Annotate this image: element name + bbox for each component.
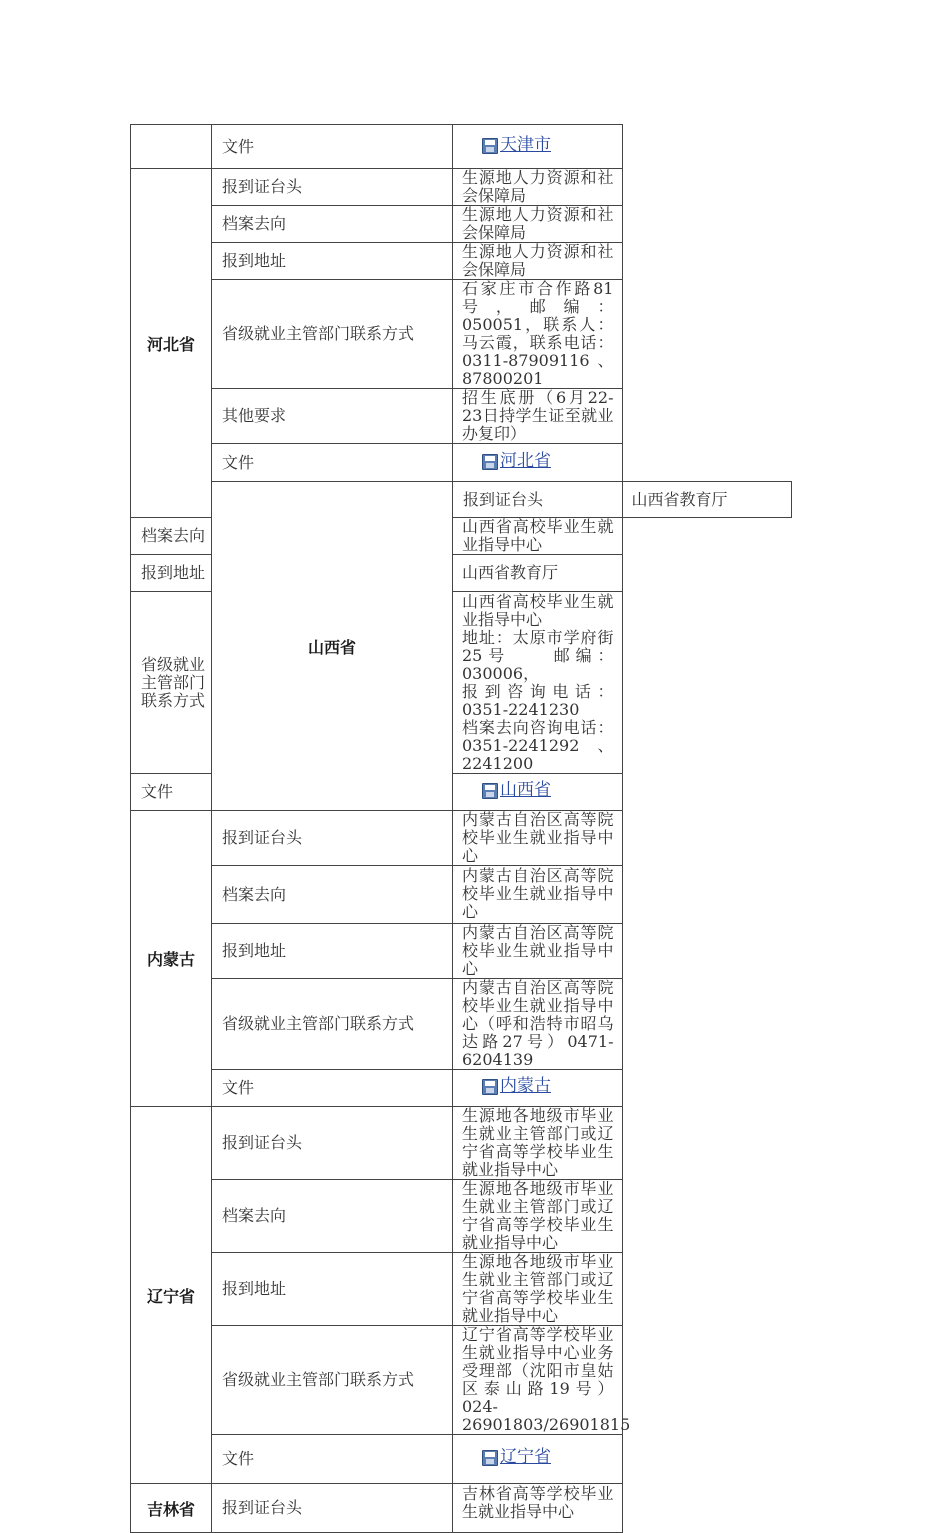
table-row (131, 243, 792, 280)
row-value: 内蒙古自治区高等院校毕业生就业指导中心 (453, 866, 623, 924)
table-row (131, 866, 792, 924)
table-row (131, 1435, 792, 1484)
row-value: 石家庄市合作路81号，邮编：050051，联系人：马云霞，联系电话：0311-87909116、87800201 (453, 280, 623, 389)
row-label: 档案去向 (131, 518, 212, 555)
table-row (131, 1070, 792, 1107)
row-value: 辽宁省高等学校毕业生就业指导中心业务受理部（沈阳市皇姑区泰山路19号）024-26901803/26901815 (453, 1326, 623, 1435)
province-name-liaoning: 辽宁省 (131, 1107, 212, 1484)
save-disk-icon (482, 1450, 498, 1466)
table-row (131, 1326, 792, 1435)
row-value: 生源地人力资源和社会保障局 (453, 169, 623, 206)
row-label: 省级就业主管部门联系方式 (212, 1326, 453, 1435)
table-row (131, 280, 792, 389)
contact-line: 档案去向咨询电话：0351-2241292、2241200 (462, 718, 614, 773)
row-value: 内蒙古自治区高等院校毕业生就业指导中心 (453, 811, 623, 866)
contact-line: 报到咨询电话：0351-2241230 (462, 682, 614, 719)
table-row (131, 1484, 792, 1533)
row-value: 生源地各地级市毕业生就业主管部门或辽宁省高等学校毕业生就业指导中心 (453, 1180, 623, 1253)
row-label: 文件 (212, 1070, 453, 1107)
province-name-hebei: 河北省 (131, 169, 212, 518)
row-value: 生源地人力资源和社会保障局 (453, 243, 623, 280)
table-row (131, 979, 792, 1070)
table-row (131, 1107, 792, 1180)
row-label: 档案去向 (212, 1180, 453, 1253)
row-label: 报到证台头 (212, 1484, 453, 1533)
row-value (453, 592, 623, 774)
save-disk-icon (482, 783, 498, 799)
row-value: 内蒙古自治区高等院校毕业生就业指导中心（呼和浩特市昭乌达路27号）0471-6204139 (453, 979, 623, 1070)
province-name-shanxi: 山西省 (212, 482, 453, 811)
table-row (131, 1180, 792, 1253)
employment-info-table (130, 124, 792, 1533)
table-row (131, 444, 792, 482)
file-link-neimenggu[interactable]: 内蒙古 (500, 1076, 551, 1096)
row-value: 生源地各地级市毕业生就业主管部门或辽宁省高等学校毕业生就业指导中心 (453, 1107, 623, 1180)
row-label: 其他要求 (212, 389, 453, 444)
file-cell (453, 1435, 623, 1484)
table-row (131, 125, 792, 169)
save-disk-icon (482, 138, 498, 154)
file-link[interactable] (482, 1448, 551, 1466)
province-name-jilin: 吉林省 (131, 1484, 212, 1533)
file-link-tianjin[interactable]: 天津市 (500, 134, 551, 155)
row-label: 文件 (212, 125, 453, 169)
row-label: 报到地址 (131, 555, 212, 592)
row-label: 档案去向 (212, 206, 453, 243)
table-row (131, 924, 792, 979)
row-label: 报到证台头 (453, 482, 623, 518)
file-cell (453, 444, 623, 482)
row-label: 报到地址 (212, 1253, 453, 1326)
row-label: 档案去向 (212, 866, 453, 924)
row-label: 报到证台头 (212, 811, 453, 866)
row-label: 文件 (131, 774, 212, 811)
file-link-liaoning[interactable]: 辽宁省 (500, 1447, 551, 1467)
file-link[interactable] (482, 452, 551, 470)
row-label: 报到证台头 (212, 1107, 453, 1180)
file-link-hebei[interactable]: 河北省 (500, 450, 551, 471)
table-row (131, 811, 792, 866)
row-label: 省级就业主管部门联系方式 (212, 979, 453, 1070)
row-label: 文件 (212, 1435, 453, 1484)
contact-line: 地址：太原市学府街25号 邮编：030006， (462, 628, 614, 683)
file-cell (453, 1070, 623, 1107)
row-value: 内蒙古自治区高等院校毕业生就业指导中心 (453, 924, 623, 979)
row-label: 报到地址 (212, 243, 453, 280)
province-cell (131, 125, 212, 169)
table-row (131, 389, 792, 444)
file-link-shanxi[interactable]: 山西省 (500, 780, 551, 800)
file-cell (453, 125, 623, 169)
row-value: 生源地各地级市毕业生就业主管部门或辽宁省高等学校毕业生就业指导中心 (453, 1253, 623, 1326)
row-label: 省级就业主管部门联系方式 (212, 280, 453, 389)
row-label: 文件 (212, 444, 453, 482)
table-row (131, 169, 792, 206)
row-label: 报到证台头 (212, 169, 453, 206)
table-row (131, 482, 792, 518)
save-disk-icon (482, 1079, 498, 1095)
row-value: 山西省教育厅 (453, 555, 623, 592)
row-label: 省级就业主管部门联系方式 (131, 592, 212, 774)
row-value: 吉林省高等学校毕业生就业指导中心 (453, 1484, 623, 1533)
province-name-neimenggu: 内蒙古 (131, 811, 212, 1107)
file-link[interactable] (482, 1077, 551, 1095)
row-value: 山西省教育厅 (622, 482, 792, 518)
row-value: 招生底册（6月22-23日持学生证至就业办复印） (453, 389, 623, 444)
file-link[interactable] (482, 781, 551, 799)
table-row (131, 1253, 792, 1326)
contact-line: 山西省高校毕业生就业指导中心 (462, 592, 614, 629)
file-link[interactable] (482, 136, 551, 154)
table-row (131, 206, 792, 243)
row-value: 生源地人力资源和社会保障局 (453, 206, 623, 243)
row-value: 山西省高校毕业生就业指导中心 (453, 518, 623, 555)
save-disk-icon (482, 454, 498, 470)
file-cell (453, 774, 623, 811)
row-label: 报到地址 (212, 924, 453, 979)
